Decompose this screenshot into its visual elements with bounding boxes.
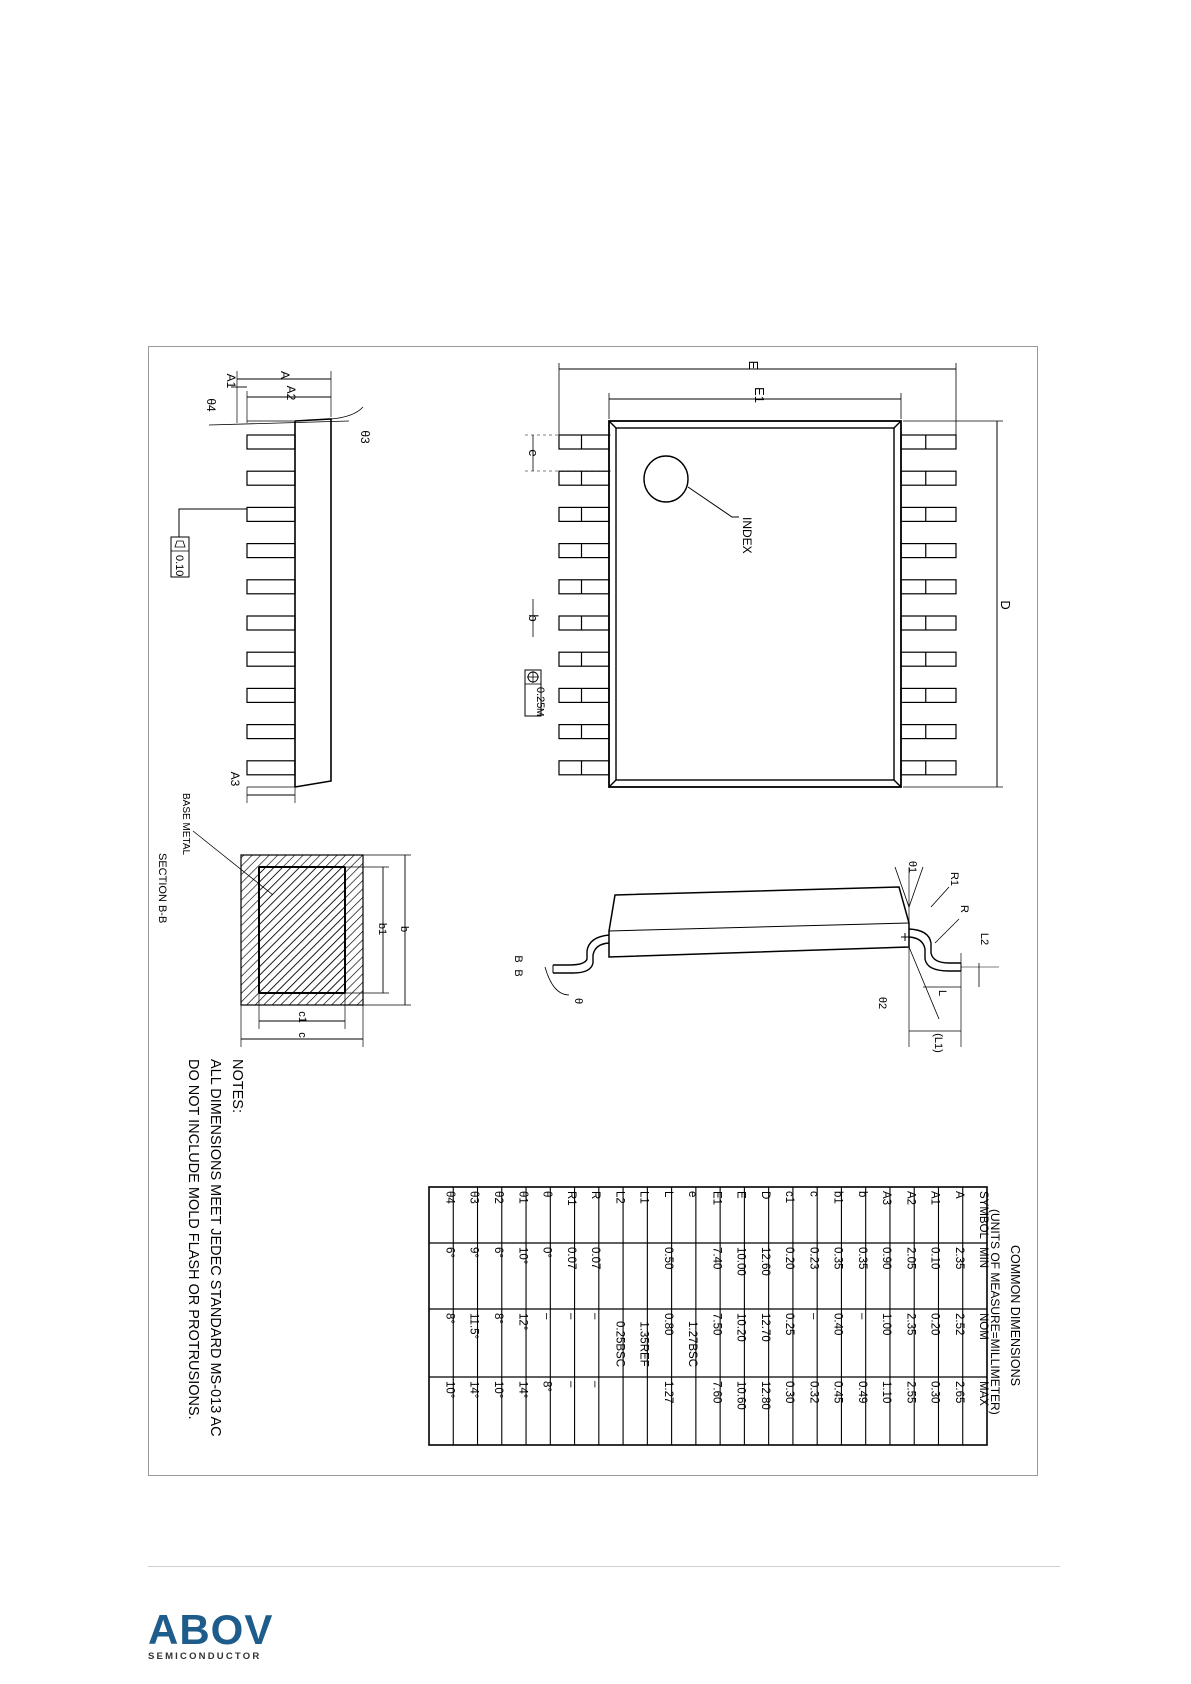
table-cell: θ4 bbox=[443, 1191, 456, 1204]
table-cell: R1 bbox=[564, 1191, 577, 1206]
table-cell: 0° bbox=[540, 1247, 553, 1258]
table-cell: 1.27 bbox=[661, 1381, 674, 1404]
lead bbox=[901, 544, 956, 558]
lead bbox=[559, 761, 609, 775]
index-mark bbox=[644, 456, 688, 502]
label-E: E bbox=[746, 360, 761, 370]
table-cell: 0.80 bbox=[661, 1313, 674, 1336]
table-grid bbox=[429, 1187, 989, 1445]
notes-line-1: ALL DIMENSIONS MEET JEDEC STANDARD MS-013 AC bbox=[207, 1059, 223, 1437]
table-cell: – bbox=[855, 1313, 868, 1320]
table-cell: 2.35 bbox=[904, 1313, 917, 1336]
table-cell: – bbox=[564, 1313, 577, 1320]
top-view-leads bbox=[559, 435, 956, 775]
table-cell: 1.27BSC bbox=[686, 1320, 699, 1368]
label-B-section-mark-2: B bbox=[512, 969, 524, 977]
table-cell: – bbox=[564, 1381, 577, 1388]
table-cell: 8° bbox=[540, 1381, 553, 1392]
table-cell: 2.55 bbox=[904, 1381, 917, 1404]
table-cell: L1 bbox=[637, 1191, 650, 1204]
table-cell: A3 bbox=[880, 1191, 893, 1206]
front-view bbox=[545, 867, 999, 1047]
table-cell: 10.00 bbox=[734, 1247, 747, 1276]
lead bbox=[559, 507, 609, 521]
lead bbox=[559, 580, 609, 594]
side-lead bbox=[247, 435, 295, 449]
table-cell: 0.07 bbox=[589, 1247, 602, 1270]
common-dimensions-table bbox=[429, 1187, 1022, 1445]
package-outline-drawing bbox=[149, 347, 1039, 1477]
front-view-labels bbox=[512, 861, 990, 1053]
table-cell: 0.20 bbox=[928, 1313, 941, 1336]
top-view-labels bbox=[526, 361, 1013, 717]
position-tolerance-value: 0.25 bbox=[534, 687, 546, 709]
table-cell: 2.35 bbox=[952, 1247, 965, 1270]
table-cell: 0.32 bbox=[807, 1381, 820, 1404]
lead bbox=[901, 725, 956, 739]
lead bbox=[559, 544, 609, 558]
side-lead bbox=[247, 652, 295, 666]
table-cell: 14° bbox=[467, 1381, 480, 1399]
label-L: L bbox=[936, 989, 948, 997]
table-cell: 0.20 bbox=[783, 1247, 796, 1270]
abov-logo bbox=[148, 1606, 298, 1662]
lead bbox=[559, 471, 609, 485]
label-b: b bbox=[526, 614, 541, 622]
side-lead bbox=[247, 471, 295, 485]
label-L1: (L1) bbox=[932, 1033, 944, 1053]
label-section-c: c bbox=[296, 1032, 308, 1038]
package-body-outline bbox=[609, 421, 901, 787]
table-title: COMMON DIMENSIONS bbox=[1008, 1245, 1022, 1386]
table-cell: – bbox=[589, 1313, 602, 1320]
side-lead bbox=[247, 507, 295, 521]
label-A3: A3 bbox=[228, 771, 242, 787]
table-cell: 1.10 bbox=[880, 1381, 893, 1404]
table-cell: 6° bbox=[443, 1247, 456, 1258]
label-D: D bbox=[998, 600, 1013, 610]
table-cell: 0.30 bbox=[783, 1381, 796, 1404]
logo-wordmark bbox=[148, 1606, 298, 1653]
table-cell: θ bbox=[540, 1191, 553, 1198]
side-view-leads bbox=[247, 435, 295, 775]
side-lead bbox=[247, 544, 295, 558]
lead bbox=[901, 435, 956, 449]
table-cell: 10° bbox=[516, 1247, 529, 1265]
top-view bbox=[525, 360, 1003, 787]
label-A2: A2 bbox=[284, 385, 298, 401]
table-cell: 6° bbox=[491, 1247, 504, 1258]
table-cell: A bbox=[952, 1191, 965, 1199]
table-cell: 0.10 bbox=[928, 1247, 941, 1270]
label-base-metal: BASE METAL bbox=[180, 793, 191, 856]
side-lead bbox=[247, 580, 295, 594]
table-cell: E bbox=[734, 1191, 747, 1199]
side-lead bbox=[247, 616, 295, 630]
label-R1: R1 bbox=[948, 871, 960, 887]
table-cell: 1.35REF bbox=[637, 1321, 650, 1367]
label-section-b1: b1 bbox=[376, 922, 388, 936]
table-cell: 2.05 bbox=[904, 1247, 917, 1270]
lead bbox=[559, 435, 609, 449]
table-cell: L bbox=[661, 1191, 674, 1198]
side-lead bbox=[247, 688, 295, 702]
table-cell: 7.50 bbox=[710, 1313, 723, 1336]
package-body-inner bbox=[616, 428, 894, 780]
side-lead bbox=[247, 761, 295, 775]
table-cell: MIN bbox=[977, 1247, 990, 1269]
front-body-outline bbox=[609, 887, 909, 957]
logo-tagline: SEMICONDUCTOR bbox=[148, 1651, 262, 1662]
lead bbox=[559, 725, 609, 739]
table-cell: 2.52 bbox=[952, 1313, 965, 1336]
label-section-c1: c1 bbox=[296, 1011, 308, 1023]
table-cell: 0.30 bbox=[928, 1381, 941, 1404]
side-view bbox=[171, 371, 363, 803]
position-tolerance-modifier: M bbox=[534, 708, 545, 717]
label-B-section-mark: B bbox=[512, 955, 524, 963]
label-theta4: θ4 bbox=[204, 398, 218, 412]
table-cell: 0.40 bbox=[831, 1313, 844, 1336]
table-cell: 12° bbox=[516, 1313, 529, 1331]
table-cell: 14° bbox=[516, 1381, 529, 1399]
table-cell: 0.49 bbox=[855, 1381, 868, 1404]
drawing-frame bbox=[148, 346, 1038, 1476]
table-cell: θ3 bbox=[467, 1191, 480, 1204]
table-cell: e bbox=[686, 1191, 699, 1198]
table-subtitle: (UNITS OF MEASURE=MILLIMETER) bbox=[988, 1209, 1002, 1415]
table-cell: 12.70 bbox=[758, 1313, 771, 1342]
notes-title: NOTES: bbox=[229, 1059, 245, 1113]
table-cell: 0.25 bbox=[783, 1313, 796, 1336]
table-cell: c1 bbox=[783, 1191, 796, 1204]
table-cell: 0.35 bbox=[855, 1247, 868, 1270]
table-cell: 8° bbox=[491, 1313, 504, 1324]
table-cell: NOM bbox=[977, 1313, 990, 1340]
table-cell: 7.60 bbox=[710, 1381, 723, 1404]
lead bbox=[901, 471, 956, 485]
lead bbox=[901, 688, 956, 702]
lead bbox=[901, 652, 956, 666]
table-cell: θ1 bbox=[516, 1191, 529, 1204]
notes-line-2: DO NOT INCLUDE MOLD FLASH OR PROTRUSIONS. bbox=[185, 1059, 201, 1420]
table-cell: – bbox=[589, 1381, 602, 1388]
table-cell: – bbox=[540, 1313, 553, 1320]
table-cell: 7.40 bbox=[710, 1247, 723, 1270]
table-cell: L2 bbox=[613, 1191, 626, 1204]
table-cell: 10.20 bbox=[734, 1313, 747, 1342]
footer-divider bbox=[148, 1566, 1060, 1567]
label-section-b-b: SECTION B-B bbox=[156, 853, 168, 924]
table-cell: 12.80 bbox=[758, 1381, 771, 1410]
table-cell: 10° bbox=[443, 1381, 456, 1399]
table-cell: b1 bbox=[831, 1191, 844, 1204]
lead bbox=[559, 688, 609, 702]
label-R: R bbox=[958, 905, 970, 913]
section-base-metal bbox=[259, 867, 345, 993]
lead bbox=[901, 580, 956, 594]
label-theta: θ bbox=[572, 997, 584, 1005]
table-cell: 10° bbox=[491, 1381, 504, 1399]
lead bbox=[901, 761, 956, 775]
label-e: e bbox=[526, 449, 541, 457]
label-E1: E1 bbox=[752, 387, 767, 403]
table-cell: 0.25BSC bbox=[613, 1320, 626, 1368]
label-L2: L2 bbox=[978, 932, 990, 946]
table-cell: E1 bbox=[710, 1191, 723, 1206]
table-cell: 0.07 bbox=[564, 1247, 577, 1270]
table-cell: 12.60 bbox=[758, 1247, 771, 1276]
table-cell: 0.23 bbox=[807, 1247, 820, 1270]
lead bbox=[559, 652, 609, 666]
table-cell: 0.50 bbox=[661, 1247, 674, 1270]
table-cell: 0.35 bbox=[831, 1247, 844, 1270]
side-body-left bbox=[247, 421, 295, 787]
table-cell: c bbox=[807, 1191, 820, 1197]
table-cell: 1.00 bbox=[880, 1313, 893, 1336]
label-theta2: θ2 bbox=[876, 996, 888, 1010]
table-cell: 0.90 bbox=[880, 1247, 893, 1270]
side-body-outline bbox=[295, 419, 331, 787]
table-cell: 0.45 bbox=[831, 1381, 844, 1404]
table-cell: SYMBOL bbox=[977, 1191, 990, 1239]
table-cell: A2 bbox=[904, 1191, 917, 1206]
table-cell: θ2 bbox=[491, 1191, 504, 1204]
table-cell: 2.65 bbox=[952, 1381, 965, 1404]
label-theta1: θ1 bbox=[906, 860, 918, 874]
lead bbox=[901, 616, 956, 630]
label-A1: A1 bbox=[224, 373, 238, 389]
table-cell: 11.5° bbox=[467, 1313, 480, 1340]
notes bbox=[185, 1059, 245, 1437]
label-index: INDEX bbox=[740, 517, 754, 554]
table-cell: 8° bbox=[443, 1313, 456, 1324]
label-section-b: b bbox=[398, 925, 410, 933]
table-cell: MAX bbox=[977, 1381, 990, 1406]
table-cell: 9° bbox=[467, 1247, 480, 1258]
lead bbox=[901, 507, 956, 521]
table-cell: – bbox=[807, 1313, 820, 1320]
table-cell: 10.60 bbox=[734, 1381, 747, 1410]
side-lead bbox=[247, 725, 295, 739]
table-cell: b bbox=[855, 1191, 868, 1198]
logo-text: ABOV bbox=[148, 1606, 274, 1653]
table-cell: A1 bbox=[928, 1191, 941, 1206]
table-cell: R bbox=[589, 1191, 602, 1200]
flatness-value: 0.10 bbox=[173, 555, 185, 577]
lead bbox=[559, 616, 609, 630]
table-cell: D bbox=[758, 1191, 771, 1200]
label-theta3: θ3 bbox=[358, 430, 372, 444]
label-A: A bbox=[278, 370, 292, 380]
